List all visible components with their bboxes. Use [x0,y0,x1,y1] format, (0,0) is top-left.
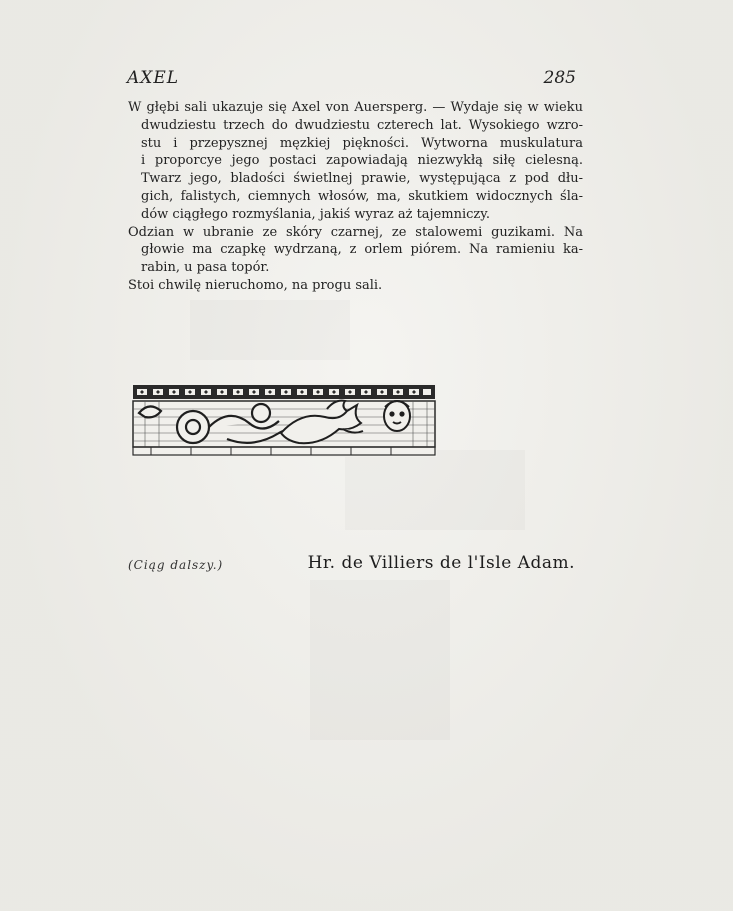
decorative-ornament-band [131,383,437,457]
show-through-shadow [310,580,450,740]
text-line: W głębi sali ukazuje się Axel von Auersperg. — Wydaje się w wieku [128,100,583,115]
text-line: Stoi chwilę nieruchomo, na progu sali. [128,277,383,293]
running-header [122,68,582,94]
text-line: głowie ma czapkę wydrzaną, z orlem piórem. Na ramieniu ka- [141,242,583,258]
paragraph-description [128,99,583,224]
paragraph-stance [128,277,583,295]
ornament-illustration [131,383,437,457]
paragraph-clothing [128,224,583,277]
stage-direction-text [128,99,583,295]
running-head-title: AXEL [127,68,180,88]
page-number: 285 [543,68,576,88]
text-line: i proporcye jego postaci zapowiadają niezwykłą siłę cielesną. [141,153,583,169]
text-line: Twarz jego, bladości świetlnej prawie, występująca z pod dłu- [141,171,583,187]
text-line: stu i przepysznej męzkiej piękności. Wytworna muskulatura [141,135,583,151]
signature-row [128,553,583,577]
text-line: Odzian w ubranie ze skóry czarnej, ze stalowemi guzikami. Na [128,224,583,240]
continued-note: (Ciąg dalszy.) [128,558,224,572]
show-through-shadow [190,300,350,360]
author-signature: Hr. de Villiers de l'Isle Adam. [307,553,575,573]
show-through-shadow [345,450,525,530]
text-line: dwudziestu trzech do dwudziestu czterech lat. Wysokiego wzro- [141,117,583,133]
text-line: dów ciągłego rozmyślania, jakiś wyraz aż tajemniczy. [141,206,491,222]
text-line: gich, falistych, ciemnych włosów, ma, skutkiem widocznych śla- [141,188,583,204]
text-line: rabin, u pasa topór. [141,260,270,276]
